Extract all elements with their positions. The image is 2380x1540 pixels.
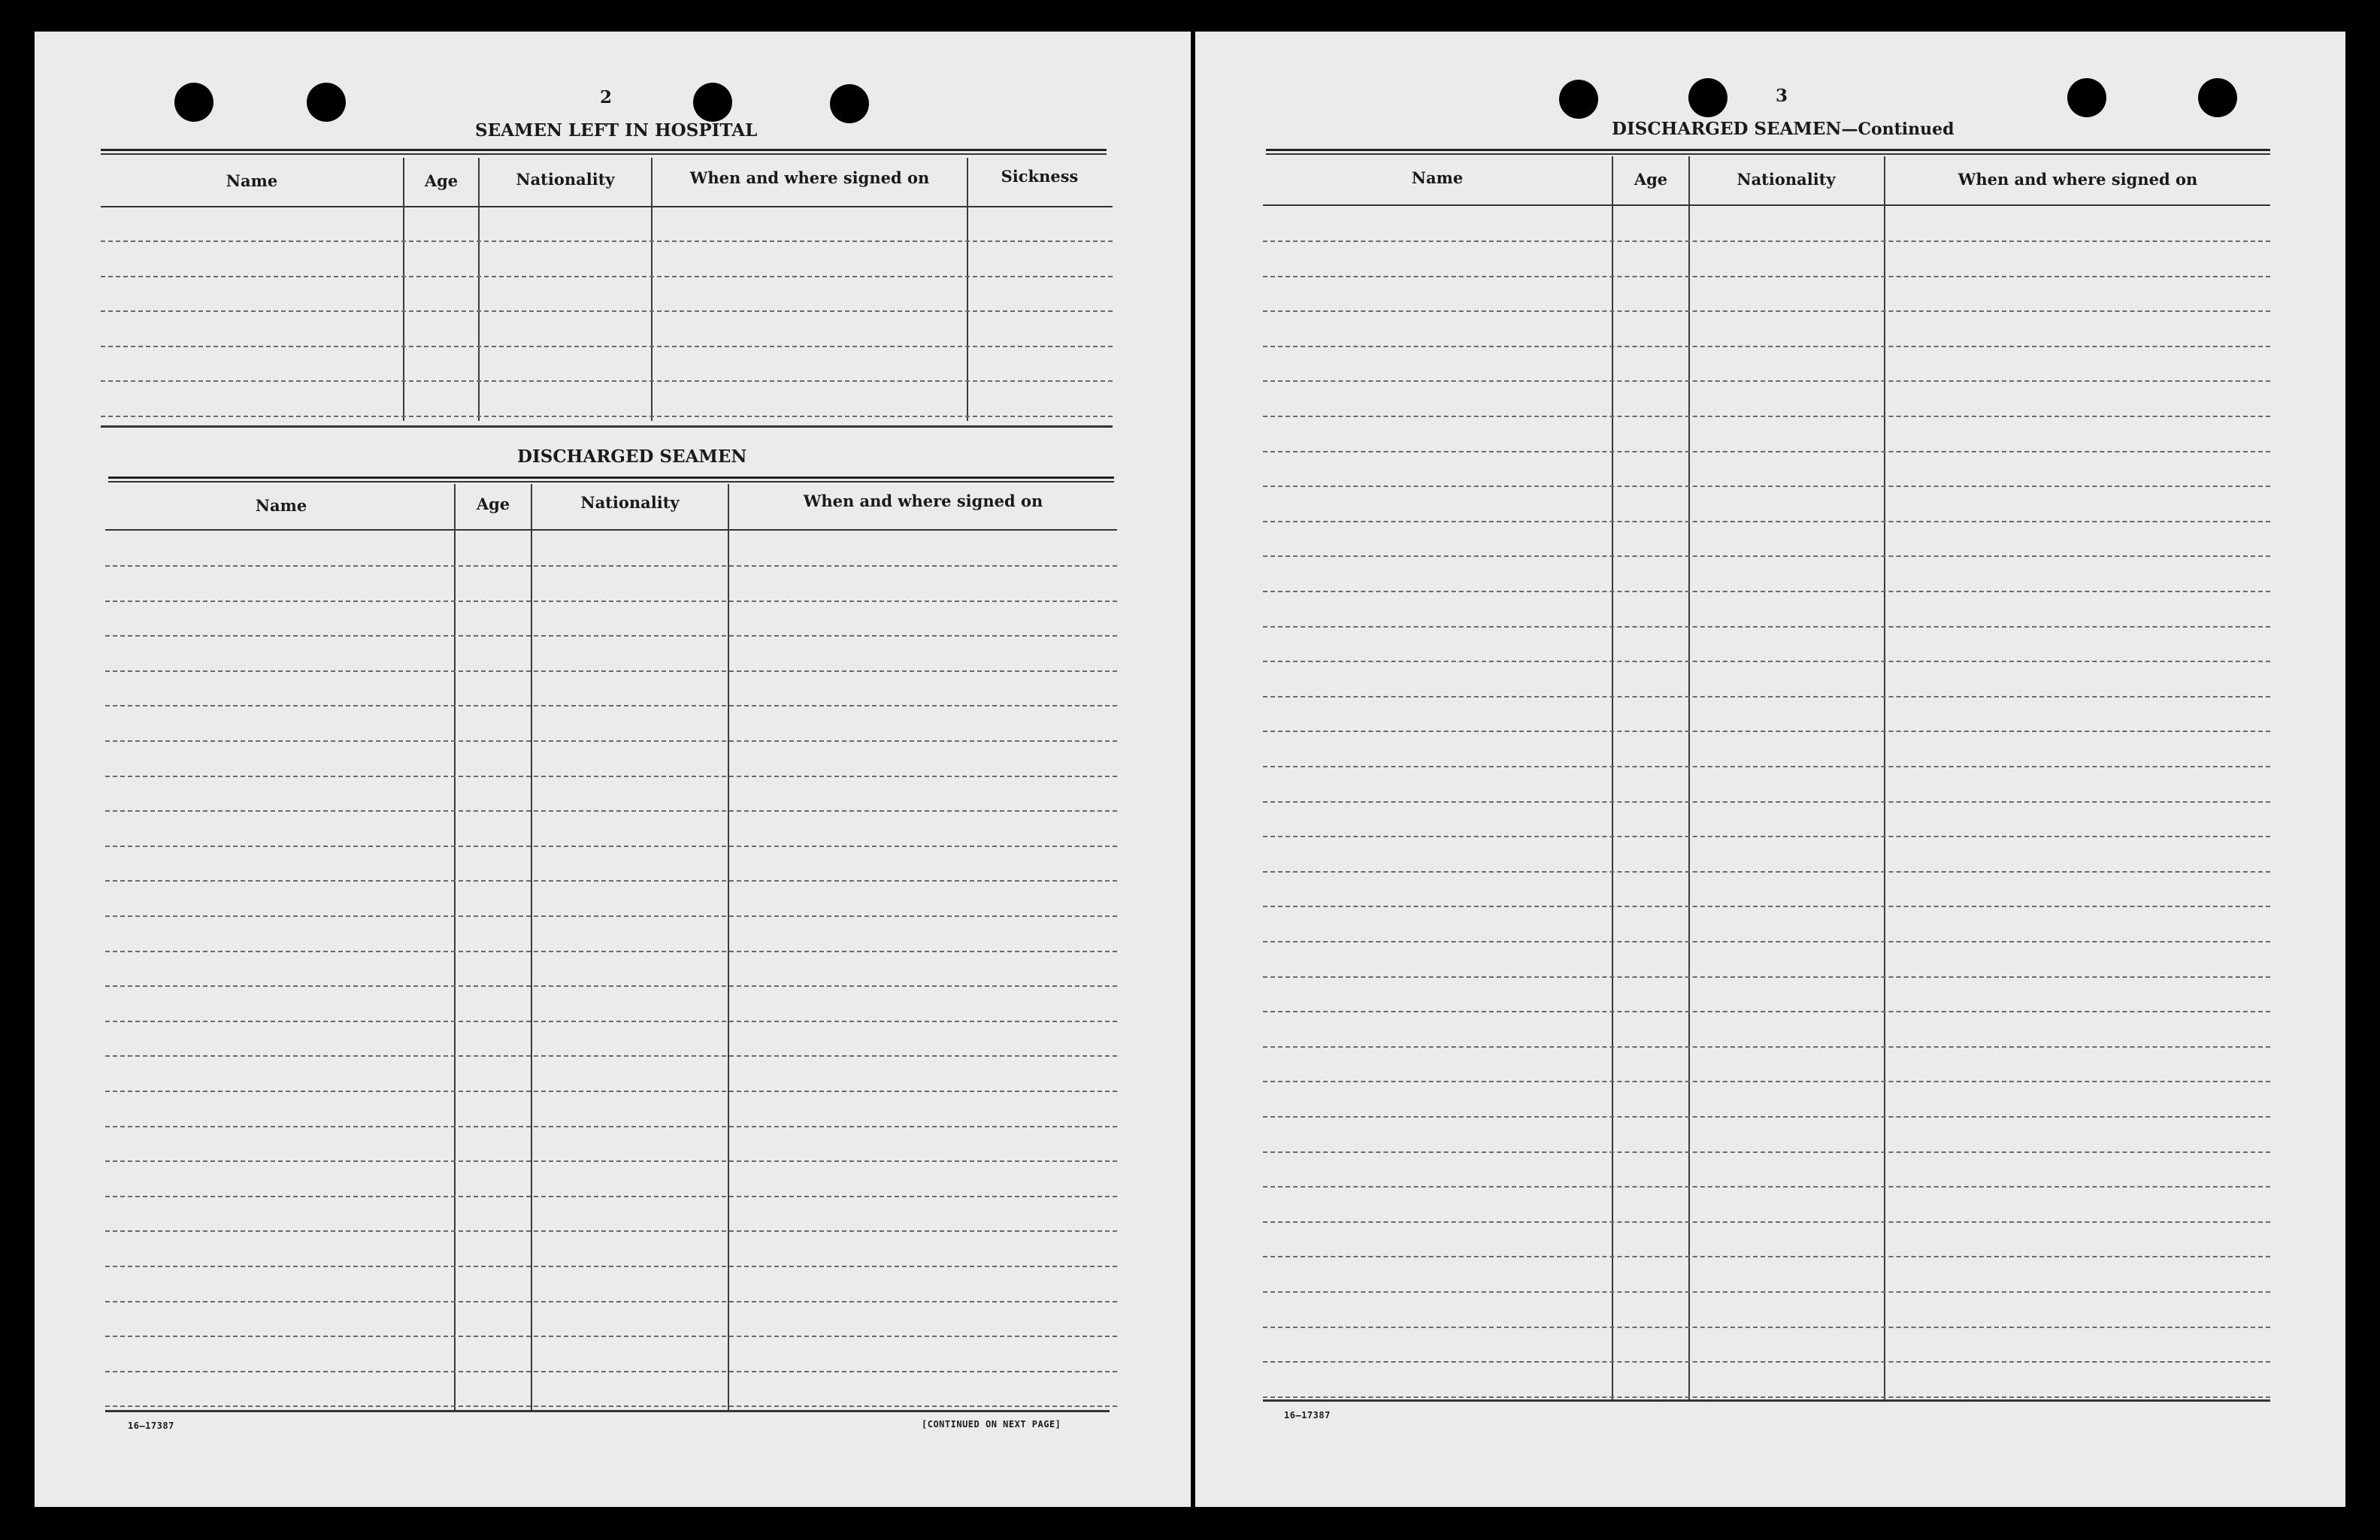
header-underline xyxy=(105,529,1117,531)
blank-row-line xyxy=(105,740,1117,742)
table-top-rule xyxy=(1266,149,2270,151)
blank-row-line xyxy=(1263,241,2270,242)
blank-row-line xyxy=(105,1055,1117,1057)
left-page xyxy=(35,32,1191,1507)
blank-row-line xyxy=(1263,836,2270,837)
blank-row-line xyxy=(101,241,1113,242)
column-header-name: Name xyxy=(255,496,307,515)
table-bottom-rule xyxy=(1263,1399,2270,1402)
blank-row-line xyxy=(1263,1116,2270,1118)
blank-row-line xyxy=(1263,451,2270,452)
blank-row-line xyxy=(105,1196,1117,1197)
blank-row-line xyxy=(105,915,1117,917)
blank-row-line xyxy=(1263,801,2270,803)
column-header-name: Name xyxy=(1411,168,1464,187)
header-underline xyxy=(101,206,1113,207)
blank-row-line xyxy=(1263,941,2270,942)
column-header-signed-on: When and where signed on xyxy=(803,492,1043,510)
punch-hole xyxy=(307,83,346,122)
blank-row-line xyxy=(105,705,1117,706)
blank-row-line xyxy=(1263,1396,2270,1398)
section-title-discharged-continued xyxy=(1612,119,1955,139)
section-title-hospital: SEAMEN LEFT IN HOSPITAL xyxy=(475,120,758,141)
column-header-age: Age xyxy=(476,495,510,513)
column-header-signed-on: When and where signed on xyxy=(689,168,930,187)
blank-row-line xyxy=(1263,486,2270,487)
column-divider xyxy=(1688,156,1690,1401)
blank-row-line xyxy=(1263,1081,2270,1082)
blank-row-line xyxy=(1263,1221,2270,1223)
continued-note: [CONTINUED ON NEXT PAGE] xyxy=(922,1419,1061,1430)
blank-row-line xyxy=(1263,661,2270,662)
punch-hole xyxy=(1559,80,1598,119)
right-page xyxy=(1195,32,2345,1507)
table-bottom-rule xyxy=(101,425,1113,428)
blank-row-line xyxy=(105,985,1117,987)
page-number: 3 xyxy=(1776,86,1788,106)
blank-row-line xyxy=(105,1405,1117,1407)
column-header-nationality: Nationality xyxy=(516,170,615,189)
form-number: 16—17387 xyxy=(1284,1410,1331,1420)
blank-row-line xyxy=(105,1160,1117,1162)
blank-row-line xyxy=(105,1266,1117,1267)
column-header-age: Age xyxy=(1634,170,1668,189)
column-header-nationality: Nationality xyxy=(1737,170,1836,189)
table-bottom-rule xyxy=(105,1410,1110,1412)
blank-row-line xyxy=(1263,1151,2270,1153)
punch-hole xyxy=(693,83,732,122)
blank-row-line xyxy=(1263,766,2270,767)
blank-row-line xyxy=(101,310,1113,312)
blank-row-line xyxy=(105,565,1117,567)
table-top-rule xyxy=(101,149,1107,151)
form-number: 16—17387 xyxy=(128,1420,174,1431)
blank-row-line xyxy=(1263,696,2270,697)
column-divider xyxy=(728,484,729,1410)
blank-row-line xyxy=(105,1091,1117,1092)
blank-row-line xyxy=(105,951,1117,952)
table-top-rule xyxy=(108,477,1114,479)
blank-row-line xyxy=(1263,416,2270,417)
blank-row-line xyxy=(1263,1256,2270,1257)
blank-row-line xyxy=(105,1336,1117,1337)
section-title-suffix: —Continued xyxy=(1841,120,1955,139)
blank-row-line xyxy=(105,635,1117,637)
blank-row-line xyxy=(1263,1186,2270,1188)
blank-row-line xyxy=(1263,555,2270,557)
column-divider xyxy=(531,484,532,1410)
section-title-discharged: DISCHARGED SEAMEN xyxy=(517,446,747,467)
punch-hole xyxy=(2198,78,2237,117)
punch-hole xyxy=(1688,78,1727,117)
page-number: 2 xyxy=(600,87,613,107)
blank-row-line xyxy=(101,380,1113,382)
blank-row-line xyxy=(105,670,1117,672)
blank-row-line xyxy=(105,1230,1117,1232)
column-header-name: Name xyxy=(226,171,278,190)
section-title-main: DISCHARGED SEAMEN xyxy=(1612,119,1842,139)
blank-row-line xyxy=(1263,1046,2270,1048)
blank-row-line xyxy=(1263,1361,2270,1363)
blank-row-line xyxy=(101,276,1113,277)
blank-row-line xyxy=(1263,1291,2270,1293)
column-header-age: Age xyxy=(424,171,459,190)
blank-row-line xyxy=(101,346,1113,347)
column-header-nationality: Nationality xyxy=(580,493,680,512)
blank-row-line xyxy=(1263,731,2270,732)
column-divider xyxy=(1884,156,1885,1401)
punch-hole xyxy=(830,84,869,123)
blank-row-line xyxy=(1263,871,2270,873)
blank-row-line xyxy=(1263,976,2270,978)
blank-row-line xyxy=(1263,521,2270,522)
blank-row-line xyxy=(1263,346,2270,347)
blank-row-line xyxy=(1263,906,2270,907)
blank-row-line xyxy=(1263,1011,2270,1012)
column-divider xyxy=(454,484,456,1410)
blank-row-line xyxy=(1263,380,2270,382)
punch-hole xyxy=(2067,78,2106,117)
blank-row-line xyxy=(105,1371,1117,1372)
punch-hole xyxy=(174,83,213,122)
blank-row-line xyxy=(105,846,1117,847)
blank-row-line xyxy=(105,1021,1117,1022)
blank-row-line xyxy=(105,1126,1117,1127)
blank-row-line xyxy=(1263,591,2270,592)
column-header-signed-on: When and where signed on xyxy=(1958,170,2198,189)
blank-row-line xyxy=(1263,276,2270,277)
blank-row-line xyxy=(105,810,1117,812)
column-header-sickness: Sickness xyxy=(1001,167,1079,186)
blank-row-line xyxy=(101,416,1113,417)
blank-row-line xyxy=(1263,1327,2270,1328)
blank-row-line xyxy=(105,601,1117,602)
header-underline xyxy=(1263,204,2270,206)
blank-row-line xyxy=(1263,626,2270,628)
column-divider xyxy=(1612,156,1613,1401)
blank-row-line xyxy=(1263,310,2270,312)
blank-row-line xyxy=(105,880,1117,882)
blank-row-line xyxy=(105,1301,1117,1302)
blank-row-line xyxy=(105,776,1117,777)
